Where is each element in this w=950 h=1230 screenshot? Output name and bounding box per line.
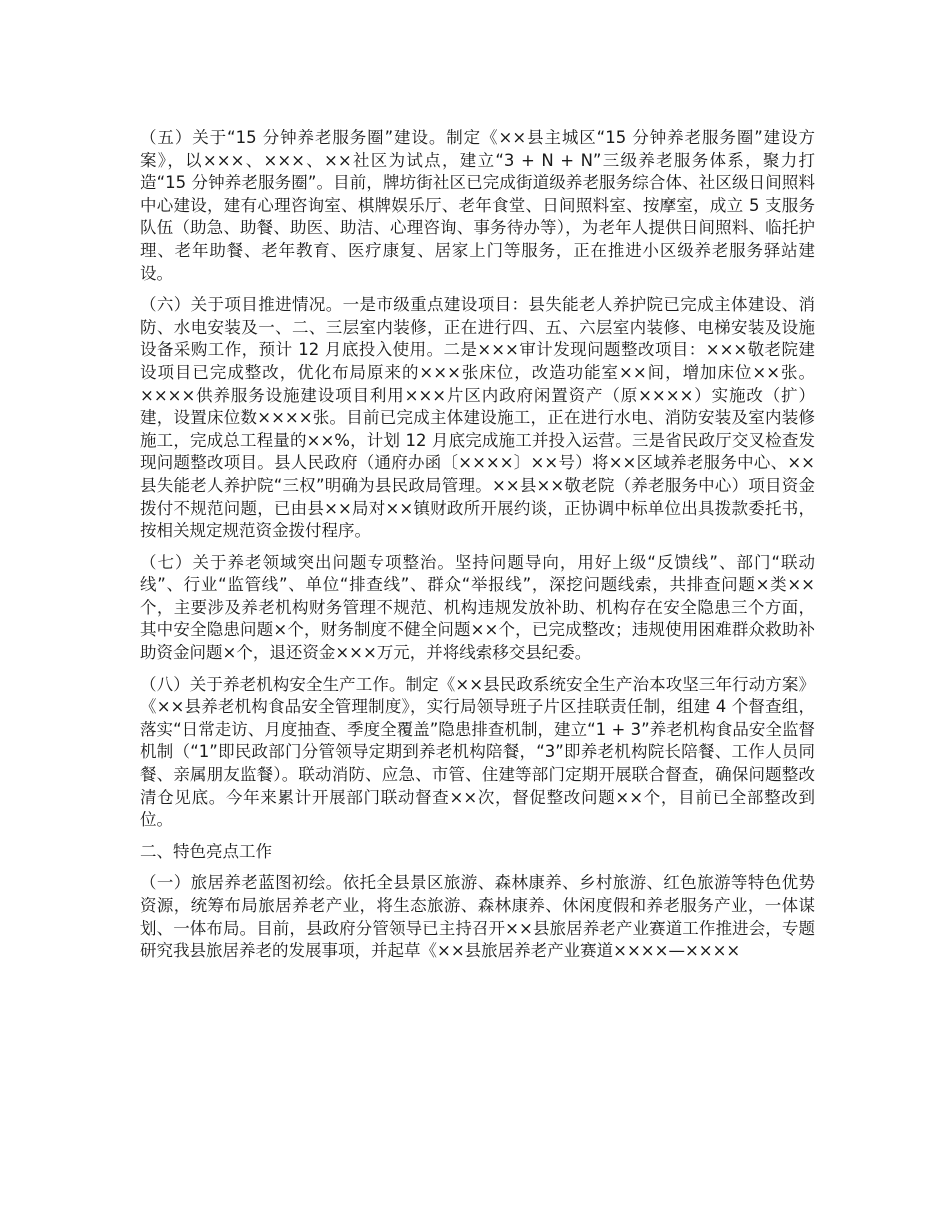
paragraph-8: （八）关于养老机构安全生产工作。制定《××县民政系统安全生产治本攻坚三年行动方案》《××县养老机构食品安全管理制度》，实行局领导班子片区挂联责任制，组建 4 个督查组，落实“日常走访、月度抽查、季度全覆盖”隐患排查机制，建立“1 + 3”养老机构食品安全监督机制（“1”即民政部门分管领导定期到养老机构陪餐，“3”即养老机构院长陪餐、工作人员同餐、亲属朋友监餐）。联动消防、应急、市管、住建等部门定期开展联合督查，确保问题整改清仓见底。今年来累计开展部门联动督查××次，督促整改问题××个，目前已全部整改到位。 [140, 674, 815, 830]
paragraph-highlight-1: （一）旅居养老蓝图初绘。依托全县景区旅游、森林康养、乡村旅游、红色旅游等特色优势资源，统筹布局旅居养老产业，将生态旅游、森林康养、休闲度假和养老服务产业，一体谋划、一体布局。目前，县政府分管领导已主持召开××县旅居养老产业赛道工作推进会，专题研究我县旅居养老的发展事项，并起草《××县旅居养老产业赛道××××—×××× [140, 873, 815, 961]
section-heading: 二、特色亮点工作 [140, 841, 272, 861]
paragraph-7: （七）关于养老领域突出问题专项整治。坚持问题导向，用好上级“反馈线”、部门“联动线”、行业“监管线”、单位“排查线”、群众“举报线”，深挖问题线索，共排查问题×类××个，主要涉及养老机构财务管理不规范、机构违规发放补助、机构存在安全隐患三个方面，其中安全隐患问题×个，财务制度不健全问题××个，已完成整改；违规使用困难群众救助补助资金问题×个，退还资金×××万元，并将线索移交县纪委。 [140, 552, 815, 663]
document-page [140, 127, 815, 972]
paragraph-6: （六）关于项目推进情况。一是市级重点建设项目：县失能老人养护院已完成主体建设、消防、水电安装及一、二、三层室内装修，正在进行四、五、六层室内装修、电梯安装及设施设备采购工作，预计 12 月底投入使用。二是×××审计发现问题整改项目：×××敬老院建设项目已完成整改，优化布局原来的×××张床位，改造功能室××间，增加床位××张。××××供养服务设施建设项目利用×××片区内政府闲置资产（原××××）实施改（扩）建，设置床位数××××张。目前已完成主体建设施工，正在进行水电、消防安装及室内装修施工，完成总工程量的××%，计划 12 月底完成施工并投入运营。三是省民政厅交叉检查发现问题整改项目。县人民政府（通府办函〔××××〕××号）将××区域养老服务中心、××县失能老人养护院“三权”明确为县民政局管理。××县××敬老院（养老服务中心）项目资金拨付不规范问题，已由县××局对××镇财政所开展约谈，正协调中标单位出具拨款委托书，按相关规定规范资金拨付程序。 [140, 295, 815, 541]
paragraph-5: （五）关于“15 分钟养老服务圈”建设。制定《××县主城区“15 分钟养老服务圈”建设方案》，以×××、×××、××社区为试点，建立“3 + N + N”三级养老服务体系，聚力打造“15 分钟养老服务圈”。目前，牌坊街社区已完成街道级养老服务综合体、社区级日间照料中心建设，建有心理咨询室、棋牌娱乐厅、老年食堂、日间照料室、按摩室，成立 5 支服务队伍（助急、助餐、助医、助洁、心理咨询、事务待办等），为老年人提供日间照料、临托护理、老年助餐、老年教育、医疗康复、居家上门等服务，正在推进小区级养老服务驿站建设。 [140, 128, 815, 283]
